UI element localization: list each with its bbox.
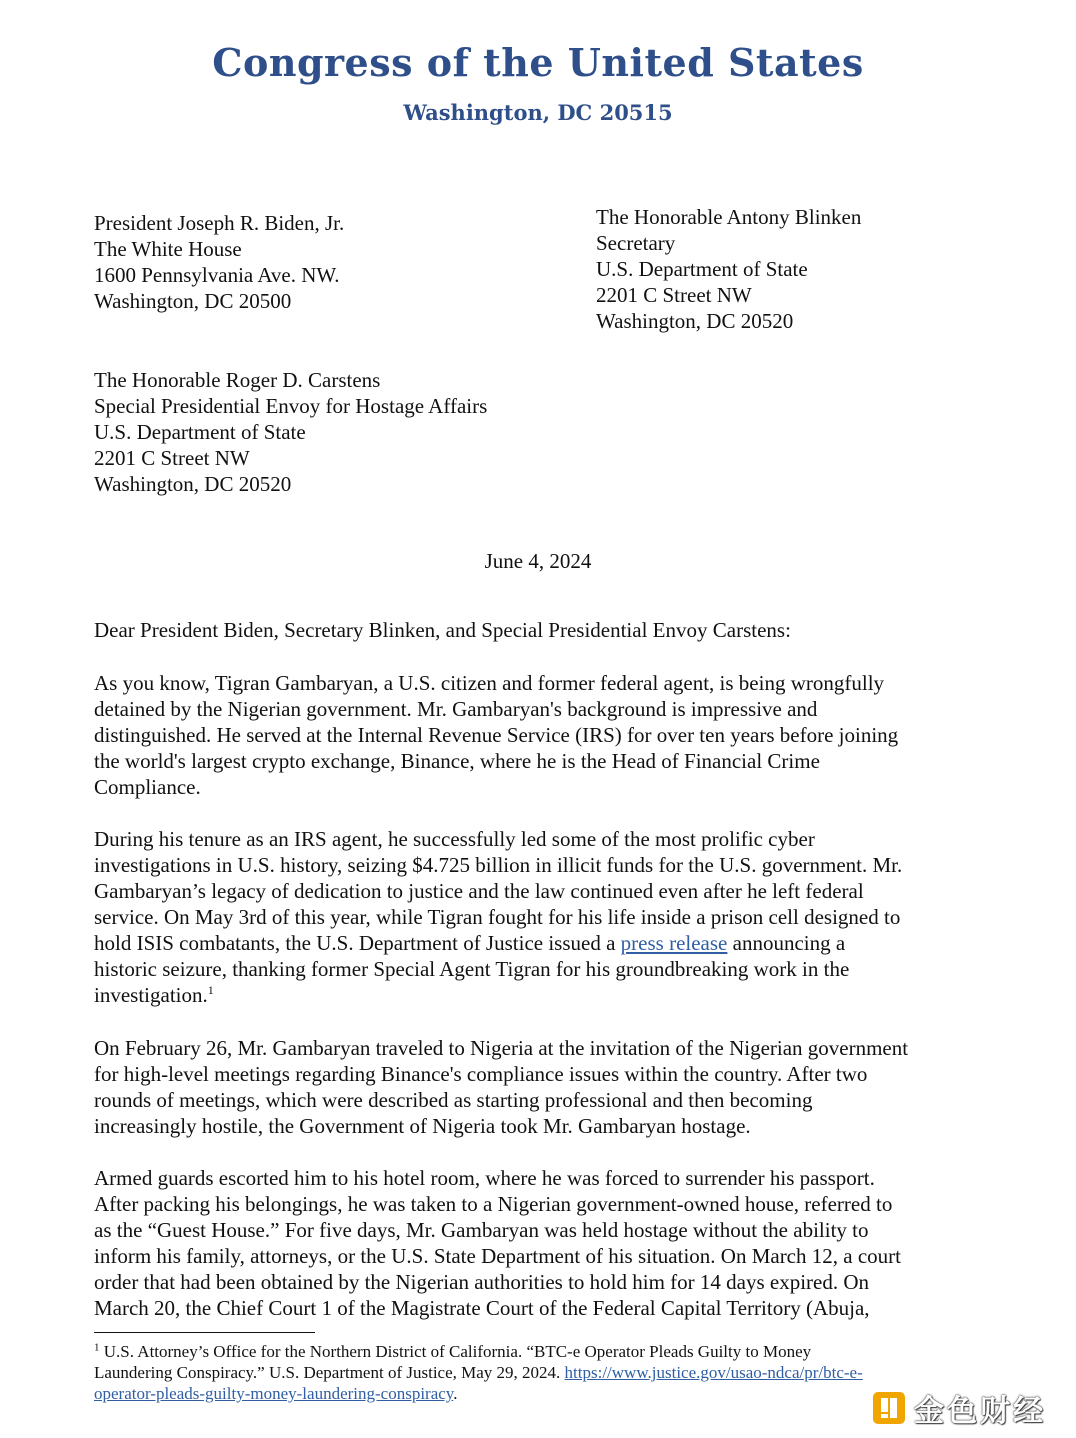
paragraph-line <box>94 930 994 956</box>
address-line: President Joseph R. Biden, Jr. <box>94 211 345 235</box>
address-line: Washington, DC 20520 <box>94 472 292 496</box>
address-line: U.S. Department of State <box>596 257 808 281</box>
paragraph-line: distinguished. He served at the Internal Revenue Service (IRS) for over ten years before joining <box>94 723 899 747</box>
paragraph-line: Gambaryan’s legacy of dedication to justice and the law continued even after he left federal <box>94 879 864 903</box>
paragraph-line: increasingly hostile, the Government of Nigeria took Mr. Gambaryan hostage. <box>94 1114 751 1138</box>
paragraph-line: Compliance. <box>94 775 201 799</box>
paragraph-line: investigations in U.S. history, seizing $4.725 billion in illicit funds for the U.S. government. Mr. <box>94 853 903 877</box>
line-text: hold ISIS combatants, the U.S. Department of Justice issued a <box>94 931 621 955</box>
footnote-text: Laundering Conspiracy.” U.S. Department of Justice, May 29, 2024. <box>94 1363 565 1382</box>
paragraph-line: detained by the Nigerian government. Mr. Gambaryan's background is impressive and <box>94 697 818 721</box>
paragraph-line: After packing his belongings, he was taken to a Nigerian government-owned house, referred to <box>94 1192 893 1216</box>
address-line: The Honorable Roger D. Carstens <box>94 368 381 392</box>
paragraph-3 <box>94 1035 994 1139</box>
address-line: 2201 C Street NW <box>94 446 250 470</box>
footnote-line <box>94 1383 863 1404</box>
paragraph-2 <box>94 826 994 1008</box>
address-line: 2201 C Street NW <box>596 283 752 307</box>
line-text: announcing a <box>727 931 846 955</box>
footnote-divider <box>94 1332 315 1333</box>
paragraph-line: service. On May 3rd of this year, while Tigran fought for his life inside a prison cell designed to <box>94 905 901 929</box>
address-line: Washington, DC 20520 <box>596 309 794 333</box>
letterhead-title: Congress of the United States <box>212 40 864 85</box>
paragraph-line: rounds of meetings, which were described as starting professional and then becoming <box>94 1088 813 1112</box>
footnote <box>94 1341 863 1404</box>
press-release-link[interactable]: press release <box>620 931 728 955</box>
footnote-number: 1 <box>94 1341 100 1354</box>
watermark-text: 金色财经 <box>914 1394 1046 1429</box>
recipient-address-blinken <box>596 204 861 334</box>
paragraph-line: During his tenure as an IRS agent, he successfully led some of the most prolific cyber <box>94 827 815 851</box>
recipient-address-biden <box>94 210 344 314</box>
watermark <box>872 1388 1046 1428</box>
paragraph-line: inform his family, attorneys, or the U.S. State Department of his situation. On March 12, a court <box>94 1244 901 1268</box>
address-line: Secretary <box>596 231 676 255</box>
address-line: Washington, DC 20500 <box>94 289 292 313</box>
footnote-url-link-continued[interactable]: operator-pleads-guilty-money-laundering-conspiracy <box>94 1384 454 1403</box>
paragraph-line: Armed guards escorted him to his hotel room, where he was forced to surrender his passport. <box>94 1166 875 1190</box>
paragraph-line: March 20, the Chief Court 1 of the Magistrate Court of the Federal Capital Territory (Abuja, <box>94 1296 870 1320</box>
letterhead-subtitle: Washington, DC 20515 <box>403 100 673 125</box>
address-line: The Honorable Antony Blinken <box>596 205 862 229</box>
paragraph-line: On February 26, Mr. Gambaryan traveled to Nigeria at the invitation of the Nigerian government <box>94 1036 909 1060</box>
line-text: investigation. <box>94 983 208 1007</box>
paragraph-4 <box>94 1165 994 1321</box>
recipient-address-carstens <box>94 367 487 497</box>
address-line: 1600 Pennsylvania Ave. NW. <box>94 263 340 287</box>
paragraph-line: for high-level meetings regarding Binance's compliance issues within the country. After two <box>94 1062 868 1086</box>
paragraph-line: historic seizure, thanking former Special Agent Tigran for his groundbreaking work in the <box>94 957 850 981</box>
footnote-reference[interactable]: 1 <box>207 983 214 997</box>
paragraph-line: As you know, Tigran Gambaryan, a U.S. citizen and former federal agent, is being wrongfully <box>94 671 885 695</box>
footnote-url-link[interactable]: https://www.justice.gov/usao-ndca/pr/btc-e- <box>564 1363 863 1382</box>
footnote-line <box>94 1362 863 1383</box>
address-line: The White House <box>94 237 242 261</box>
jinse-logo-icon <box>872 1391 906 1425</box>
paragraph-line: the world's largest crypto exchange, Binance, where he is the Head of Financial Crime <box>94 749 820 773</box>
footnote-text: . <box>453 1384 458 1403</box>
paragraph-line: order that had been obtained by the Nigerian authorities to hold him for 14 days expired. On <box>94 1270 870 1294</box>
paragraph-1 <box>94 670 994 800</box>
footnote-text: U.S. Attorney’s Office for the Northern District of California. “BTC-e Operator Pleads Guilty to Money <box>99 1342 812 1361</box>
letter-date: June 4, 2024 <box>484 549 592 573</box>
footnote-line <box>94 1341 863 1362</box>
paragraph-line: as the “Guest House.” For five days, Mr. Gambaryan was held hostage without the ability to <box>94 1218 869 1242</box>
salutation: Dear President Biden, Secretary Blinken, and Special Presidential Envoy Carstens: <box>94 618 791 642</box>
address-line: Special Presidential Envoy for Hostage Affairs <box>94 394 488 418</box>
paragraph-line <box>94 982 994 1008</box>
address-line: U.S. Department of State <box>94 420 306 444</box>
